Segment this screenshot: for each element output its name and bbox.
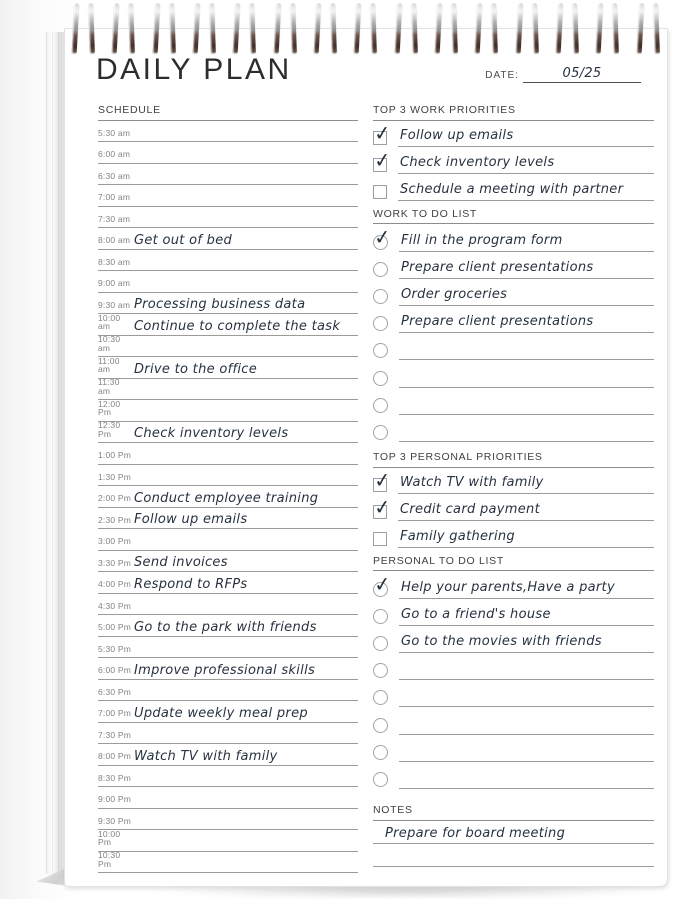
todo-item <box>373 333 654 360</box>
schedule-time-label: 4:30 Pm <box>98 600 132 611</box>
wire <box>556 3 564 53</box>
schedule-entry[interactable]: Send invoices <box>134 555 228 571</box>
schedule-row <box>98 658 358 680</box>
schedule-entry[interactable]: Go to the park with friends <box>134 619 317 635</box>
priority-text[interactable]: Family gathering <box>400 528 515 544</box>
todo-item <box>373 306 654 333</box>
page-stack-edge <box>46 32 65 874</box>
radio-circle[interactable] <box>373 718 388 733</box>
schedule-entry[interactable]: Watch TV with family <box>134 748 278 764</box>
checkbox[interactable] <box>372 120 392 147</box>
priority-item <box>373 147 654 174</box>
work-priorities-list <box>373 121 654 201</box>
schedule-time-label: 4:00 Pm <box>98 579 132 590</box>
page-title: DAILY PLAN <box>96 53 292 86</box>
checkmark-icon: ✓ <box>372 223 392 250</box>
checkbox[interactable] <box>373 532 387 546</box>
wire <box>330 3 337 53</box>
date-input[interactable] <box>523 64 641 83</box>
spiral-coil <box>557 3 578 55</box>
todo-item <box>373 626 654 653</box>
schedule-row <box>98 379 358 401</box>
radio-circle[interactable] <box>372 223 392 250</box>
schedule-time-label: 7:30 Pm <box>98 729 132 740</box>
todo-text[interactable]: Help your parents,Have a party <box>401 579 615 595</box>
priority-item <box>373 521 654 548</box>
schedule-entry[interactable]: Check inventory levels <box>134 426 289 442</box>
notes-list <box>373 821 654 867</box>
wire <box>72 3 80 53</box>
schedule-time-label: 9:30 am <box>98 299 131 310</box>
date-label: DATE: <box>485 70 519 81</box>
spiral-coil <box>315 3 336 55</box>
planner-page <box>64 28 668 887</box>
priority-text[interactable]: Credit card payment <box>400 502 540 518</box>
wire <box>314 3 322 53</box>
checkmark-icon: ✓ <box>372 570 392 597</box>
todo-item <box>373 415 654 442</box>
schedule-time-label: 2:00 Pm <box>98 493 132 504</box>
wire <box>250 3 257 53</box>
schedule-row <box>98 207 358 229</box>
schedule-row <box>98 787 358 809</box>
schedule-entry[interactable]: Get out of bed <box>134 232 233 248</box>
schedule-entry[interactable]: Conduct employee training <box>134 490 319 506</box>
schedule-time-label: 9:30 Pm <box>98 815 132 826</box>
schedule-list <box>98 121 358 874</box>
schedule-row <box>98 293 358 315</box>
schedule-heading: SCHEDULE <box>98 105 358 121</box>
schedule-time-label: 3:00 Pm <box>98 536 132 547</box>
todo-item <box>373 279 654 306</box>
schedule-row <box>98 680 358 702</box>
schedule-time-label: 10:00 Pm <box>98 828 121 848</box>
radio-circle[interactable] <box>373 316 388 331</box>
schedule-row <box>98 250 358 272</box>
schedule-entry[interactable]: Continue to complete the task <box>134 318 341 334</box>
personal-todo-heading: PERSONAL TO DO LIST <box>373 556 654 572</box>
checkmark-icon: ✓ <box>372 494 392 520</box>
schedule-time-label: 3:30 Pm <box>98 557 132 568</box>
radio-circle[interactable] <box>373 772 388 787</box>
wire <box>475 3 483 53</box>
schedule-time-label: 6:00 Pm <box>98 665 132 676</box>
schedule-time-label: 8:30 Pm <box>98 772 132 783</box>
schedule-row <box>98 594 358 616</box>
todo-item <box>373 762 654 789</box>
schedule-row <box>98 508 358 530</box>
schedule-row <box>98 852 358 874</box>
schedule-time-label: 5:30 Pm <box>98 643 132 654</box>
priority-text[interactable]: Watch TV with family <box>400 475 544 491</box>
page-header <box>96 55 641 85</box>
todo-item <box>373 360 654 387</box>
spiral-coil <box>275 3 296 55</box>
schedule-time-label: 6:30 am <box>98 170 131 181</box>
lists-column <box>373 105 654 867</box>
schedule-time-label: 6:30 Pm <box>98 686 132 697</box>
note-line[interactable] <box>373 844 654 867</box>
schedule-row <box>98 637 358 659</box>
todo-text[interactable]: Fill in the program form <box>401 232 563 248</box>
schedule-row <box>98 185 358 207</box>
radio-circle[interactable] <box>373 289 388 304</box>
date-value: 05/25 <box>562 66 602 81</box>
schedule-time-label: 11:00 am <box>98 355 120 375</box>
schedule-time-label: 9:00 Pm <box>98 794 132 805</box>
checkbox[interactable] <box>373 185 387 199</box>
wire <box>451 3 458 53</box>
wire <box>435 3 443 53</box>
schedule-row <box>98 572 358 594</box>
wire <box>515 3 523 53</box>
todo-text[interactable]: Go to the movies with friends <box>401 634 602 650</box>
checkbox[interactable] <box>372 494 392 520</box>
personal-todo-list <box>373 571 654 789</box>
wire <box>290 3 297 53</box>
schedule-row <box>98 314 358 336</box>
wire <box>394 3 402 53</box>
todo-text[interactable]: Order groceries <box>401 287 508 303</box>
schedule-time-label: 9:00 am <box>98 278 131 289</box>
schedule-entry[interactable]: Respond to RFPs <box>134 576 248 592</box>
note-text: Prepare for board meeting <box>385 825 566 841</box>
schedule-row <box>98 228 358 250</box>
wire <box>193 3 201 53</box>
priority-item <box>373 468 654 495</box>
wire <box>128 3 135 53</box>
wire <box>169 3 176 53</box>
schedule-row <box>98 142 358 164</box>
priority-text[interactable]: Schedule a meeting with partner <box>400 181 624 197</box>
spiral-coil <box>638 3 659 55</box>
wire <box>354 3 362 53</box>
schedule-row <box>98 701 358 723</box>
spiral-coil <box>436 3 457 55</box>
schedule-time-label: 12:30 Pm <box>98 420 121 439</box>
spiral-coil <box>73 3 94 55</box>
checkbox[interactable] <box>372 467 392 494</box>
wire <box>653 3 660 53</box>
todo-text[interactable]: Go to a friend's house <box>401 606 551 622</box>
wire <box>532 3 539 53</box>
checkmark-icon: ✓ <box>372 467 392 494</box>
todo-item <box>373 571 654 598</box>
schedule-row <box>98 766 358 788</box>
schedule-row <box>98 744 358 766</box>
radio-circle[interactable] <box>373 690 388 705</box>
wire <box>209 3 216 53</box>
spiral-coil <box>396 3 417 55</box>
schedule-time-label: 8:30 am <box>98 256 131 267</box>
spiral-coil <box>154 3 175 55</box>
schedule-row <box>98 443 358 465</box>
wire <box>637 3 645 53</box>
work-todo-list <box>373 224 654 442</box>
spiral-coil <box>597 3 618 55</box>
schedule-row <box>98 529 358 551</box>
checkmark-icon: ✓ <box>372 147 392 173</box>
schedule-time-label: 7:30 am <box>98 213 131 224</box>
wire <box>112 3 120 53</box>
checkbox[interactable] <box>372 147 392 173</box>
schedule-entry[interactable]: Update weekly meal prep <box>134 705 308 721</box>
schedule-time-label: 8:00 am <box>98 235 131 246</box>
personal-priorities-list <box>373 468 654 548</box>
priority-text[interactable]: Check inventory levels <box>400 155 555 171</box>
schedule-time-label: 6:00 am <box>98 149 131 160</box>
priority-item <box>373 174 654 201</box>
schedule-row <box>98 830 358 852</box>
spiral-coil <box>113 3 134 55</box>
schedule-time-label: 5:00 Pm <box>98 622 132 633</box>
schedule-row <box>98 723 358 745</box>
work-todo-heading: WORK TO DO LIST <box>373 209 654 225</box>
schedule-row <box>98 400 358 422</box>
schedule-time-label: 8:00 Pm <box>98 751 132 762</box>
schedule-column <box>98 105 358 873</box>
todo-item <box>373 388 654 415</box>
radio-circle[interactable] <box>373 663 388 678</box>
priority-text[interactable]: Follow up emails <box>400 128 514 144</box>
schedule-entry[interactable]: Drive to the office <box>134 361 258 377</box>
schedule-time-label: 10:30 am <box>98 334 121 353</box>
schedule-time-label: 7:00 Pm <box>98 708 132 719</box>
schedule-row <box>98 551 358 573</box>
wire <box>152 3 160 53</box>
schedule-row <box>98 486 358 508</box>
spiral-coil <box>194 3 215 55</box>
wire <box>273 3 281 53</box>
todo-item <box>373 707 654 734</box>
radio-circle[interactable] <box>373 398 388 413</box>
schedule-entry[interactable]: Improve professional skills <box>134 662 316 678</box>
spiral-coil <box>517 3 538 55</box>
schedule-row <box>98 121 358 143</box>
spiral-coil <box>355 3 376 55</box>
schedule-time-label: 11:30 am <box>98 377 120 396</box>
schedule-row <box>98 336 358 358</box>
wire <box>572 3 579 53</box>
schedule-row <box>98 809 358 831</box>
wire <box>596 3 604 53</box>
todo-text[interactable]: Prepare client presentations <box>401 259 594 275</box>
schedule-time-label: 2:30 Pm <box>98 514 132 525</box>
wire <box>613 3 620 53</box>
wire <box>233 3 241 53</box>
notes-heading: NOTES <box>373 805 654 821</box>
priority-item <box>373 121 654 148</box>
schedule-time-label: 10:00 am <box>98 312 121 332</box>
schedule-row <box>98 164 358 186</box>
radio-circle[interactable] <box>373 262 388 277</box>
radio-circle[interactable] <box>373 425 388 440</box>
wire <box>492 3 499 53</box>
todo-item <box>373 735 654 762</box>
spiral-coil <box>476 3 497 55</box>
schedule-time-label: 1:30 Pm <box>98 471 132 482</box>
todo-item <box>373 224 654 251</box>
radio-circle[interactable] <box>373 343 388 358</box>
note-line[interactable] <box>373 821 654 844</box>
priority-item <box>373 494 654 521</box>
wire <box>411 3 418 53</box>
todo-item <box>373 653 654 680</box>
schedule-row <box>98 357 358 379</box>
radio-circle[interactable] <box>373 636 388 651</box>
spiral-coil <box>234 3 255 55</box>
schedule-time-label: 1:00 Pm <box>98 450 132 461</box>
todo-item <box>373 252 654 279</box>
wire <box>371 3 378 53</box>
schedule-row <box>98 271 358 293</box>
wire <box>88 3 95 53</box>
schedule-time-label: 12:00 Pm <box>98 398 121 418</box>
radio-circle[interactable] <box>372 570 392 597</box>
todo-text[interactable]: Prepare client presentations <box>401 314 594 330</box>
schedule-row <box>98 422 358 444</box>
spiral-binding <box>73 3 659 55</box>
radio-circle[interactable] <box>373 609 388 624</box>
todo-item <box>373 599 654 626</box>
schedule-time-label: 10:30 Pm <box>98 850 121 869</box>
date-field <box>485 64 641 85</box>
schedule-row <box>98 615 358 637</box>
personal-priorities-heading: TOP 3 PERSONAL PRIORITIES <box>373 452 654 468</box>
schedule-entry[interactable]: Follow up emails <box>134 512 248 528</box>
schedule-time-label: 5:30 am <box>98 127 131 138</box>
schedule-row <box>98 465 358 487</box>
radio-circle[interactable] <box>373 371 388 386</box>
todo-item <box>373 680 654 707</box>
checkmark-icon: ✓ <box>372 120 392 147</box>
work-priorities-heading: TOP 3 WORK PRIORITIES <box>373 105 654 121</box>
schedule-entry[interactable]: Processing business data <box>134 297 306 313</box>
radio-circle[interactable] <box>373 745 388 760</box>
schedule-time-label: 7:00 am <box>98 192 131 203</box>
